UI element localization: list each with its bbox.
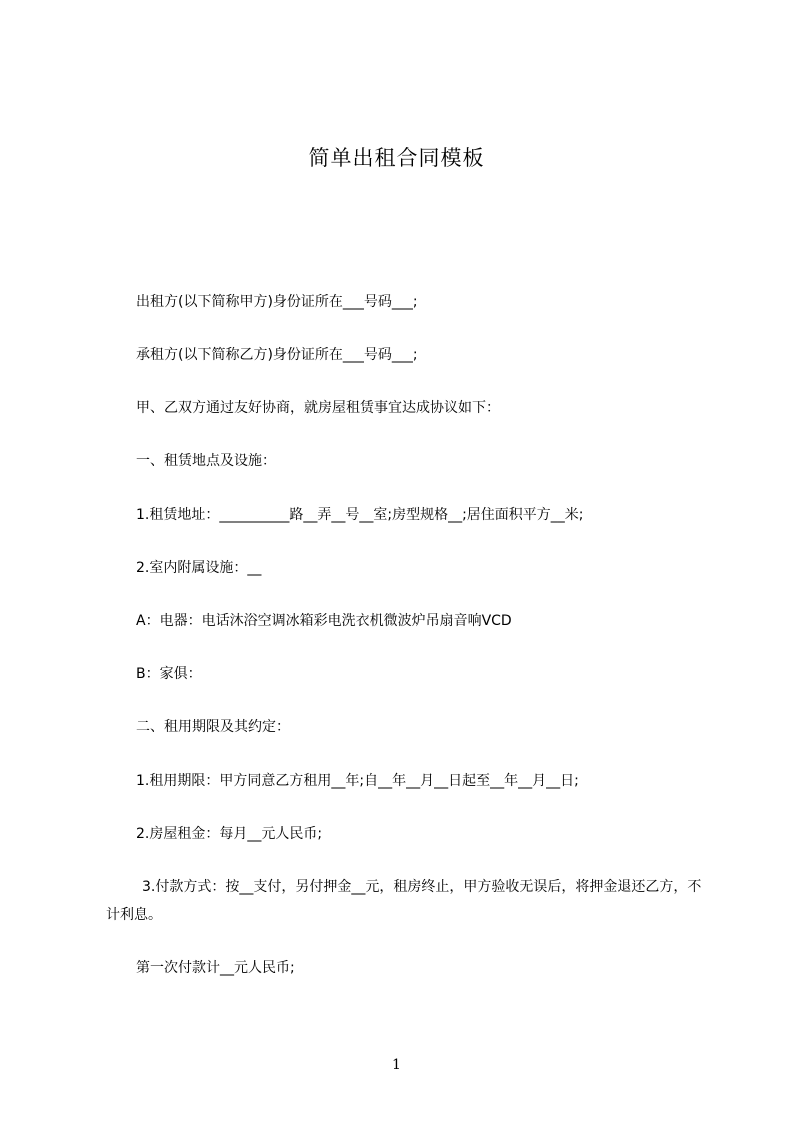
paragraph-first-payment: 第一次付款计__元人民币; [136, 960, 295, 976]
section-heading-term: 二、租用期限及其约定： [136, 719, 290, 735]
document-title: 简单出租合同模板 [308, 146, 485, 170]
paragraph-payment-method-text: 3.付款方式：按__支付，另付押金__元，租房终止，甲方验收无误后，将押金退还乙方，不计利息。 [106, 879, 702, 923]
section-heading-location: 一、租赁地点及设施： [136, 453, 276, 469]
paragraph-lessee: 承租方(以下简称乙方)身份证所在___号码___; [136, 347, 418, 363]
page-number: 1 [392, 1057, 401, 1073]
paragraph-facilities: 2.室内附属设施：__ [136, 560, 262, 576]
paragraph-agreement-intro: 甲、乙双方通过友好协商，就房屋租赁事宜达成协议如下： [136, 400, 500, 416]
paragraph-payment-method [106, 873, 706, 929]
paragraph-rental-term: 1.租用期限：甲方同意乙方租用__年;自__年__月__日起至__年__月__日; [136, 773, 579, 789]
paragraph-rent: 2.房屋租金：每月__元人民币; [136, 826, 323, 842]
paragraph-appliances: A：电器：电话沐浴空调冰箱彩电洗衣机微波炉吊扇音响VCD [136, 613, 512, 629]
paragraph-rental-address: 1.租赁地址：__________路__弄__号__室;房型规格__;居住面积平方__米; [136, 507, 584, 523]
paragraph-furniture: B：家俱： [136, 666, 202, 682]
paragraph-lessor: 出租方(以下简称甲方)身份证所在___号码___; [136, 294, 418, 310]
